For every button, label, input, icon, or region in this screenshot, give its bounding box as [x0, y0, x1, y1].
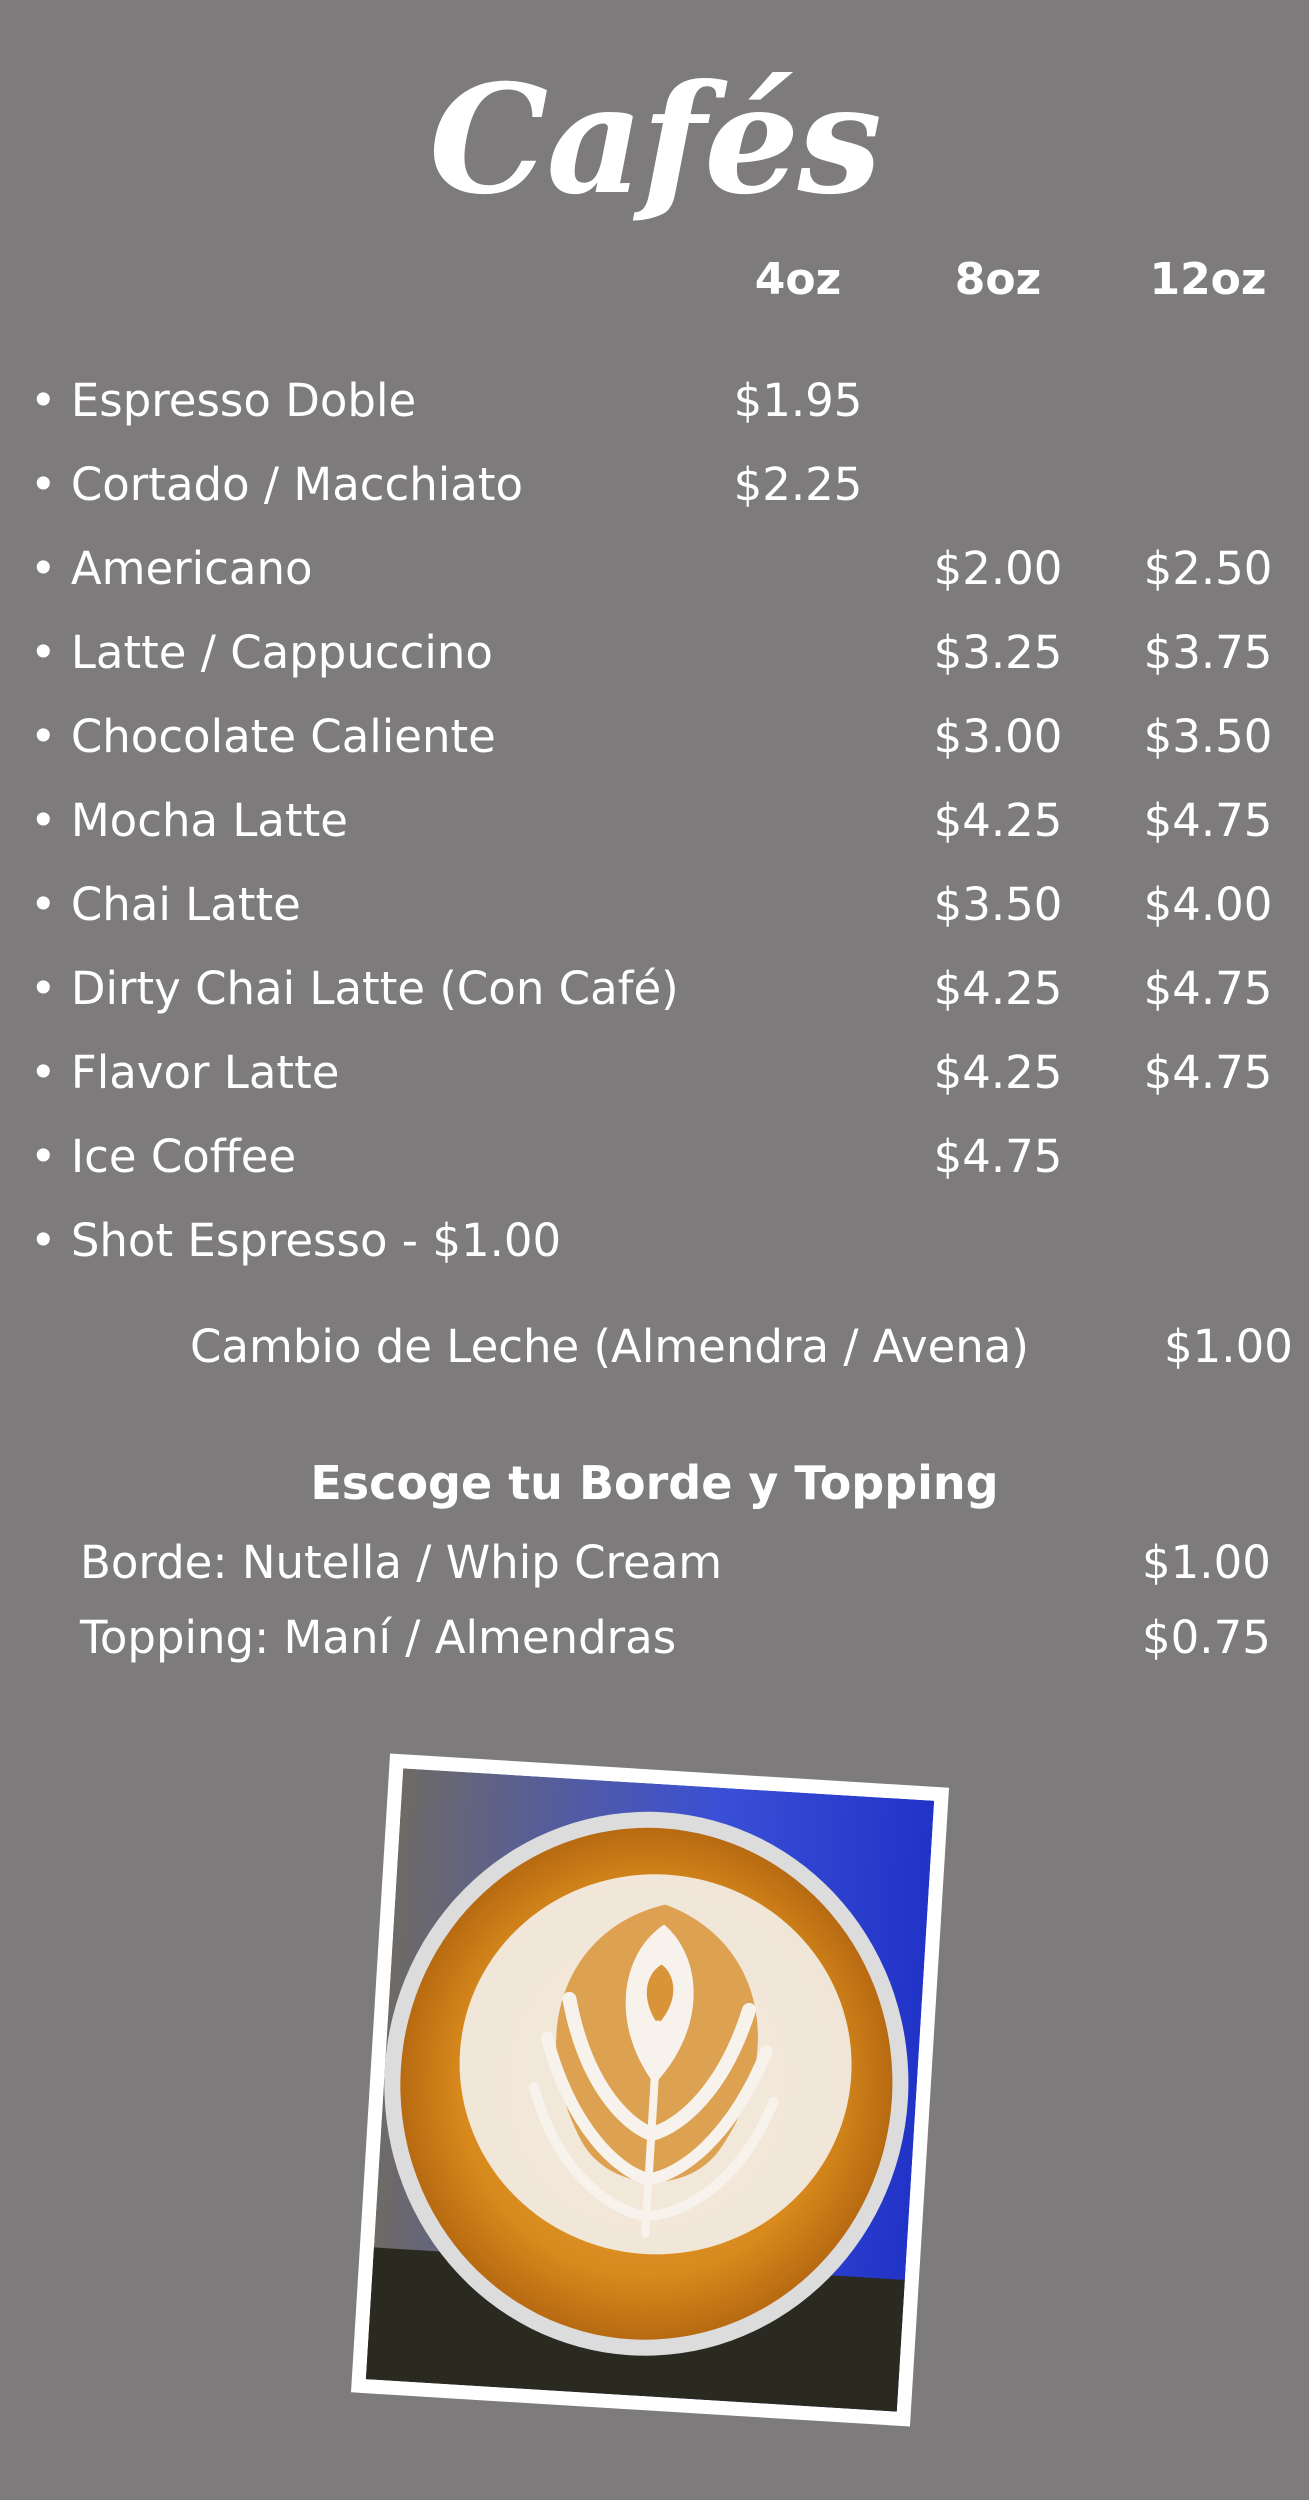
price-12oz: $2.50	[1143, 542, 1273, 595]
menu-row	[0, 1038, 1309, 1108]
extra-item-price: $0.75	[1142, 1611, 1271, 1664]
extra-item-price: $1.00	[1142, 1536, 1271, 1589]
price-8oz: $4.75	[933, 1130, 1063, 1183]
menu-title: Cafés	[429, 52, 880, 228]
extra-item-label: Borde: Nutella / Whip Cream	[80, 1536, 723, 1589]
price-8oz: $3.50	[933, 878, 1063, 931]
menu-row	[0, 702, 1309, 772]
price-12oz: $4.75	[1143, 1046, 1273, 1099]
menu-row	[0, 534, 1309, 604]
menu-item-name: • Latte / Cappuccino	[30, 626, 493, 679]
menu-item-name: • Flavor Latte	[30, 1046, 340, 1099]
price-8oz: $3.00	[933, 710, 1063, 763]
menu-row	[0, 1122, 1309, 1192]
milk-change-label: Cambio de Leche (Almendra / Avena)	[190, 1320, 1029, 1373]
menu-item-name: • Americano	[30, 542, 313, 595]
menu-row	[0, 366, 1309, 436]
menu-row	[0, 870, 1309, 940]
menu-item-name: • Shot Espresso - $1.00	[30, 1214, 562, 1267]
latte-art-photo	[351, 1754, 949, 2427]
price-8oz: $4.25	[933, 1046, 1063, 1099]
price-12oz: $4.75	[1143, 962, 1273, 1015]
menu-item-name: • Ice Coffee	[30, 1130, 297, 1183]
menu-row	[0, 786, 1309, 856]
size-header-4oz: 4oz	[754, 254, 842, 305]
price-8oz: $2.00	[933, 542, 1063, 595]
latte-art-image	[366, 1768, 934, 2411]
menu-row	[0, 1206, 1309, 1276]
price-8oz: $4.25	[933, 962, 1063, 1015]
size-header-8oz: 8oz	[954, 254, 1042, 305]
menu-item-name: • Chai Latte	[30, 878, 301, 931]
price-12oz: $4.00	[1143, 878, 1273, 931]
price-4oz: $1.95	[733, 374, 863, 427]
menu-item-name: • Dirty Chai Latte (Con Café)	[30, 962, 679, 1015]
menu-item-name: • Mocha Latte	[30, 794, 348, 847]
milk-change-price: $1.00	[1164, 1320, 1293, 1373]
extras-title: Escoge tu Borde y Topping	[310, 1456, 999, 1510]
price-8oz: $3.25	[933, 626, 1063, 679]
price-12oz: $3.50	[1143, 710, 1273, 763]
extra-item-label: Topping: Maní / Almendras	[80, 1611, 677, 1664]
menu-row	[0, 450, 1309, 520]
menu-item-name: • Chocolate Caliente	[30, 710, 496, 763]
price-8oz: $4.25	[933, 794, 1063, 847]
menu-item-name: • Cortado / Macchiato	[30, 458, 524, 511]
menu-row	[0, 954, 1309, 1024]
price-12oz: $3.75	[1143, 626, 1273, 679]
size-header-12oz: 12oz	[1149, 254, 1267, 305]
menu-item-name: • Espresso Doble	[30, 374, 417, 427]
menu-row	[0, 618, 1309, 688]
price-12oz: $4.75	[1143, 794, 1273, 847]
price-4oz: $2.25	[733, 458, 863, 511]
